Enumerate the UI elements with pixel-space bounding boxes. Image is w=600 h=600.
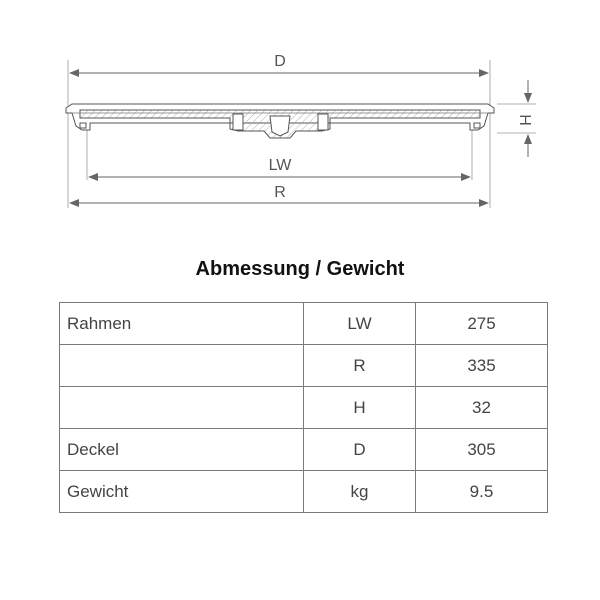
- table-row: [60, 429, 548, 471]
- row-value: 9.5: [416, 471, 548, 513]
- row-label: [60, 387, 304, 429]
- dimension-label-r: R: [274, 184, 286, 201]
- row-value: 32: [416, 387, 548, 429]
- row-label: Deckel: [60, 429, 304, 471]
- dimension-weight-table: [59, 302, 548, 513]
- row-symbol: D: [304, 429, 416, 471]
- row-value: 335: [416, 345, 548, 387]
- technical-drawing: [0, 0, 600, 240]
- extension-lines: [68, 60, 536, 208]
- row-label: [60, 345, 304, 387]
- section-title: Abmessung / Gewicht: [195, 258, 405, 280]
- row-label: Rahmen: [60, 303, 304, 345]
- cover-cross-section: [66, 104, 494, 138]
- row-symbol: R: [304, 345, 416, 387]
- dimension-label-d: D: [274, 53, 286, 70]
- table-row: [60, 471, 548, 513]
- row-symbol: LW: [304, 303, 416, 345]
- row-symbol: kg: [304, 471, 416, 513]
- row-symbol: H: [304, 387, 416, 429]
- dimension-label-lw: LW: [268, 157, 292, 174]
- dimension-label-h: H: [516, 114, 533, 126]
- table-row: [60, 303, 548, 345]
- table-row: [60, 345, 548, 387]
- row-label: Gewicht: [60, 471, 304, 513]
- row-value: 275: [416, 303, 548, 345]
- row-value: 305: [416, 429, 548, 471]
- table-row: [60, 387, 548, 429]
